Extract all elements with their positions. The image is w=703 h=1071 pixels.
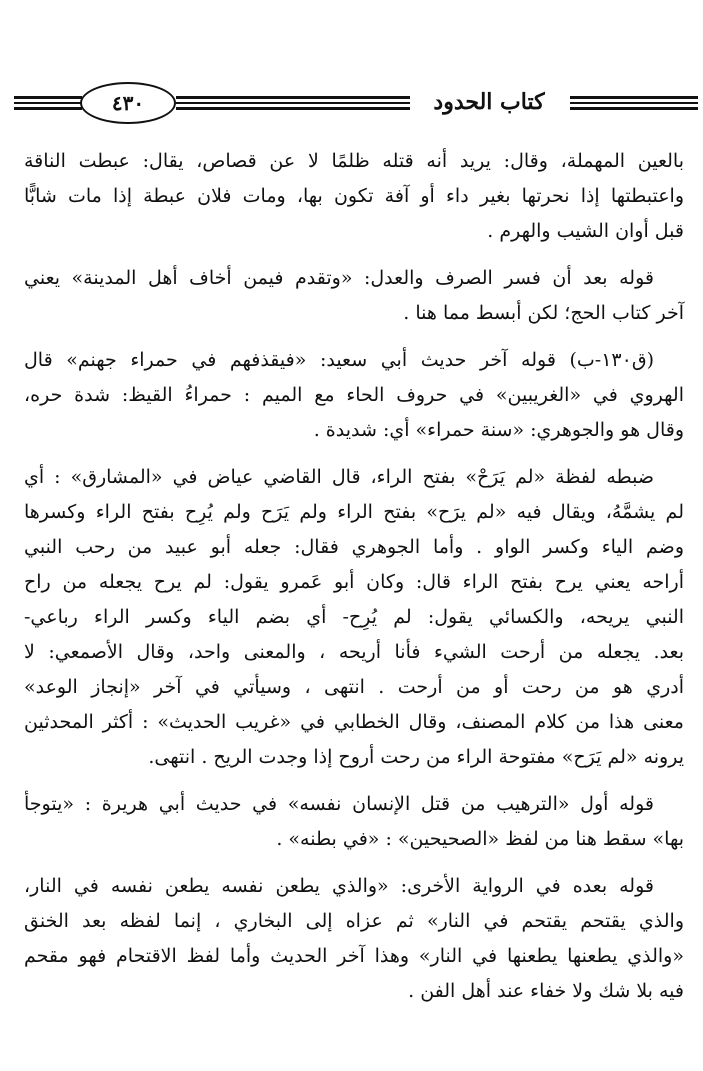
text-line: والذي يقتحم يقتحم في النار» ثم عزاه إلى البخاري ، إنما لفظه بعد الخنق [24,910,684,932]
text-line: آخر كتاب الحج؛ لكن أبسط مما هنا . [403,302,684,324]
header-rule [570,107,698,110]
text-line: بها» سقط هنا من لفظ «الصحيحين» : «في بطنه» . [276,828,684,850]
header-rule [176,96,410,99]
running-header [0,76,703,130]
header-rule [14,107,82,110]
header-rule [570,102,698,104]
text-line: الهروي في «الغريبين» في حروف الحاء مع الميم : حمراءُ القيظ: شدة حره، [24,384,684,406]
text-line: فيه بلا شك ولا خفاء عند أهل الفن . [408,980,684,1002]
text-line: وقال هو والجوهري: «سنة حمراء» أي: شديدة . [313,419,684,441]
text-line: معنى هذا من كلام المصنف، وقال الخطابي في «غريب الحديث» : أكثر المحدثين [24,711,684,733]
text-line: قبل أوان الشيب والهرم . [487,220,684,242]
text-line: قوله أول «الترهيب من قتل الإنسان نفسه» في حديث أبي هريرة : «يتوجأ [24,793,654,815]
text-line: وضم الياء وكسر الواو . وأما الجوهري فقال: جعله أبو عبيد من رحب النبي [24,536,684,558]
header-rule [176,107,410,110]
header-rule [570,96,698,99]
header-rule [14,102,82,104]
text-line: واعتبطتها إذا نحرتها بغير داء أو آفة تكون بها، ومات فلان عبطة إذا مات شابًّا [24,185,684,207]
text-line: «والذي يطعنها يطعنها في النار» وهذا آخر الحديث وأما لفظ الاقتحام فهو مقحم [24,945,684,967]
text-line: بالعين المهملة، وقال: يريد أنه قتله ظلمًا لا عن قصاص، يقال: عبطت الناقة [24,150,684,172]
header-rule [176,102,410,104]
running-title: كتاب الحدود [433,89,545,115]
page-number: ٤٣٠ [80,82,176,124]
paragraph [24,869,684,1009]
text-line: يرونه «لم يَرَح» مفتوحة الراء من رحت أروح إذا وجدت الريح . انتهى. [148,746,684,768]
paragraph [24,343,684,448]
paragraph [24,460,684,775]
text-line: ضبطه لفظة «لم يَرَحْ» بفتح الراء، قال القاضي عياض في «المشارق» : أي [24,466,654,488]
text-line: قوله بعد أن فسر الصرف والعدل: «وتقدم فيمن أخاف أهل المدينة» يعني [24,267,654,289]
paragraph [24,261,684,331]
text-line: النبي يريحه، والكسائي يقول: لم يُرِح- أي بضم الياء وكسر الراء رباعي- [24,606,684,628]
text-line: قوله بعده في الرواية الأخرى: «والذي يطعن نفسه يطعن نفسه في النار، [24,875,654,897]
text-line: (ق١٣٠-ب) قوله آخر حديث أبي سعيد: «فيقذفهم في حمراء جهنم» قال [24,349,654,371]
page-body [24,144,684,1021]
text-line: بعد. يجعله من أرحت الشيء فأنا أريحه ، والمعنى واحد، وقال الأصمعي: لا [24,641,684,663]
paragraph [24,787,684,857]
text-line: أدري هو من رحت أو من أرحت . انتهى ، وسيأتي في آخر «إنجاز الوعد» [24,676,684,698]
text-line: لم يشمَّهُ، ويقال فيه «لم يرَح» بفتح الراء ولم يَرَح ولم يُرِح بفتح الراء وكسرها [24,501,684,523]
paragraph [24,144,684,249]
header-rule [14,96,82,99]
text-line: أراحه يعني يرح بفتح الراء قال: وكان أبو عَمرو يقول: لم يرح يجعله من راح [24,571,684,593]
